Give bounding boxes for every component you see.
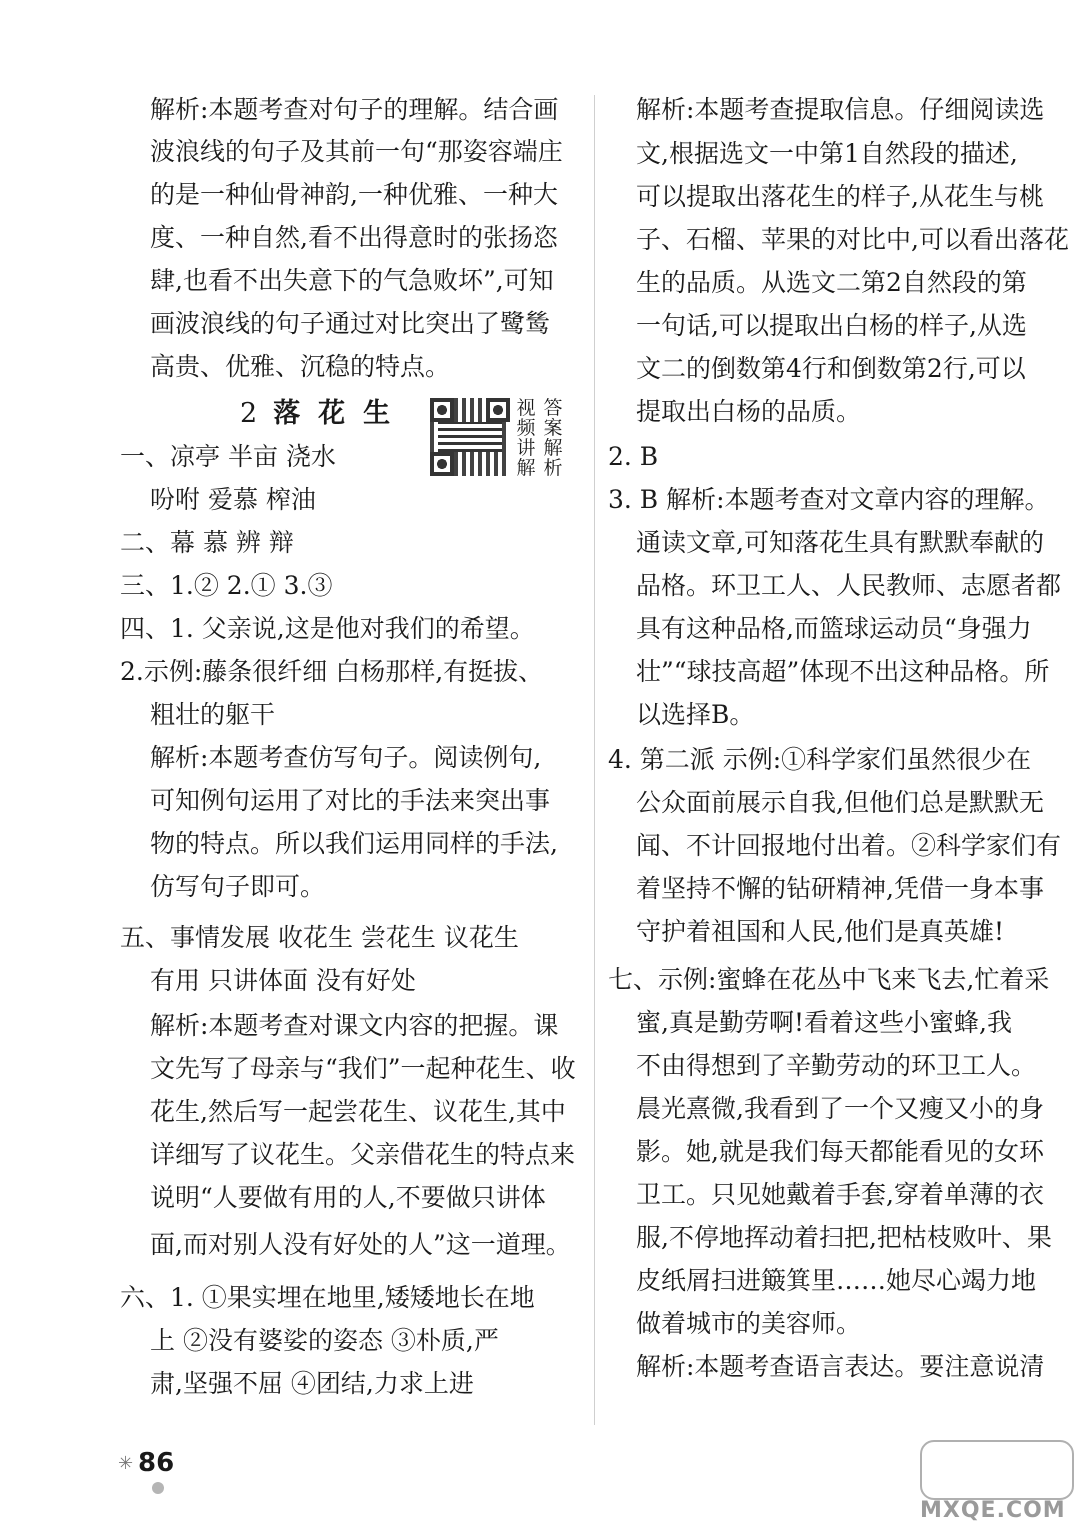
text-line: 高贵、优雅、沉稳的特点。 xyxy=(150,352,451,381)
analysis-line: 子、石榴、苹果的对比中,可以看出落花 xyxy=(636,225,1069,254)
analysis-line: 解析:本题考查提取信息。仔细阅读选 xyxy=(636,95,1045,124)
answer-line: 六、1. ①果实埋在地里,矮矮地长在地 xyxy=(120,1283,535,1312)
text-line: 解析:本题考查对句子的理解。结合画 xyxy=(150,95,559,124)
analysis-line: 解析:本题考查语言表达。要注意说清 xyxy=(636,1352,1045,1381)
dot-icon xyxy=(152,1482,164,1494)
answer-line: 2.示例:藤条很纤细 白杨那样,有挺拔、 xyxy=(120,657,544,686)
watermark xyxy=(920,1440,1080,1530)
text-line: 度、一种自然,看不出得意时的张扬恣 xyxy=(150,223,558,252)
analysis-line: 面,而对别人没有好处的人”这一道理。 xyxy=(150,1230,571,1259)
answer-line: 七、示例:蜜蜂在花丛中飞来飞去,忙着采 xyxy=(608,965,1050,994)
answer-line: 上 ②没有婆娑的姿态 ③朴质,严 xyxy=(150,1326,499,1355)
answer-line: 守护着祖国和人民,他们是真英雄! xyxy=(636,917,1004,946)
answer-line: 不由得想到了辛勤劳动的环卫工人。 xyxy=(636,1051,1037,1080)
text-line: 画波浪线的句子通过对比突出了鹭鸶 xyxy=(150,309,551,338)
qr-finder-icon xyxy=(430,452,454,476)
answer-line: 服,不停地挥动着扫把,把枯枝败叶、果 xyxy=(636,1223,1052,1252)
watermark-url: MXQE.COM xyxy=(920,1498,1066,1523)
answer-line: 3. B 解析:本题考查对文章内容的理解。 xyxy=(608,485,1050,514)
answer-line: 2. B xyxy=(608,442,659,471)
answer-line: 吩咐 爱慕 榨油 xyxy=(150,485,316,514)
analysis-line: 可以提取出落花生的样子,从花生与桃 xyxy=(636,182,1044,211)
page-number: 86 xyxy=(138,1448,175,1478)
answer-line: 一、凉亭 半亩 浇水 xyxy=(120,442,336,471)
analysis-line: 文,根据选文一中第1自然段的描述, xyxy=(636,139,1018,168)
answer-line: 着坚持不懈的钻研精神,凭借一身本事 xyxy=(636,874,1044,903)
answer-line: 皮纸屑扫进簸箕里……她尽心竭力地 xyxy=(636,1266,1037,1295)
analysis-line: 品格。环卫工人、人民教师、志愿者都 xyxy=(636,571,1062,600)
lesson-title xyxy=(240,398,408,430)
star-icon: ✳ xyxy=(118,1453,134,1474)
analysis-line: 物的特点。所以我们运用同样的手法, xyxy=(150,829,558,858)
answer-line: 闻、不计回报地付出着。②科学家们有 xyxy=(636,831,1062,860)
qr-finder-icon xyxy=(486,398,510,422)
analysis-line: 生的品质。从选文二第2自然段的第 xyxy=(636,268,1027,297)
analysis-line: 具有这种品格,而篮球运动员“身强力 xyxy=(636,614,1032,643)
answer-line: 影。她,就是我们每天都能看见的女环 xyxy=(636,1137,1044,1166)
text-line: 的是一种仙骨神韵,一种优雅、一种大 xyxy=(150,180,558,209)
answer-line: 卫工。只见她戴着手套,穿着单薄的衣 xyxy=(636,1180,1044,1209)
analysis-line: 以选择B。 xyxy=(636,700,755,729)
answer-line: 4. 第二派 示例:①科学家们虽然很少在 xyxy=(608,745,1032,774)
qr-pattern xyxy=(438,422,502,452)
answer-line: 有用 只讲体面 没有好处 xyxy=(150,966,416,995)
analysis-line: 可知例句运用了对比的手法来突出事 xyxy=(150,786,551,815)
analysis-line: 文二的倒数第4行和倒数第2行,可以 xyxy=(636,354,1026,383)
answer-line: 晨光熹微,我看到了一个又瘦又小的身 xyxy=(636,1094,1044,1123)
analysis-line: 解析:本题考查对课文内容的把握。课 xyxy=(150,1011,559,1040)
analysis-line: 仿写句子即可。 xyxy=(150,872,326,901)
answer-line: 二、幕 慕 辨 辩 xyxy=(120,528,294,557)
analysis-line: 解析:本题考查仿写句子。阅读例句, xyxy=(150,743,542,772)
analysis-line: 说明“人要做有用的人,不要做只讲体 xyxy=(150,1183,546,1212)
analysis-line: 通读文章,可知落花生具有默默奉献的 xyxy=(636,528,1044,557)
lesson-number: 2 xyxy=(240,398,258,429)
qr-code-icon[interactable] xyxy=(430,398,510,476)
watermark-logo-icon xyxy=(920,1440,1074,1500)
column-divider xyxy=(594,95,595,1425)
answer-line: 五、事情发展 收花生 尝花生 议花生 xyxy=(120,923,519,952)
answer-line: 公众面前展示自我,但他们总是默默无 xyxy=(636,788,1044,817)
answer-line: 肃,坚强不屈 ④团结,力求上进 xyxy=(150,1369,474,1398)
qr-label-answer: 答案解析 xyxy=(543,397,563,479)
text-line: 肆,也看不出失意下的气急败坏”,可知 xyxy=(150,266,554,295)
analysis-line: 壮”“球技高超”体现不出这种品格。所 xyxy=(636,657,1050,686)
analysis-line: 花生,然后写一起尝花生、议花生,其中 xyxy=(150,1097,566,1126)
text-line: 波浪线的句子及其前一句“那姿容端庄 xyxy=(150,137,563,166)
answer-line: 三、1.② 2.① 3.③ xyxy=(120,571,333,600)
answer-line: 蜜,真是勤劳啊!看着这些小蜜蜂,我 xyxy=(636,1008,1012,1037)
lesson-name: 落花生 xyxy=(273,398,409,429)
answer-line: 四、1. 父亲说,这是他对我们的希望。 xyxy=(120,614,535,643)
qr-finder-icon xyxy=(430,398,454,422)
answer-line: 做着城市的美容师。 xyxy=(636,1309,862,1338)
analysis-line: 文先写了母亲与“我们”一起种花生、收 xyxy=(150,1054,576,1083)
analysis-line: 一句话,可以提取出白杨的样子,从选 xyxy=(636,311,1027,340)
analysis-line: 提取出白杨的品质。 xyxy=(636,397,862,426)
qr-label-video: 视频讲解 xyxy=(516,397,536,479)
analysis-line: 详细写了议花生。父亲借花生的特点来 xyxy=(150,1140,576,1169)
answer-line: 粗壮的躯干 xyxy=(150,700,276,729)
